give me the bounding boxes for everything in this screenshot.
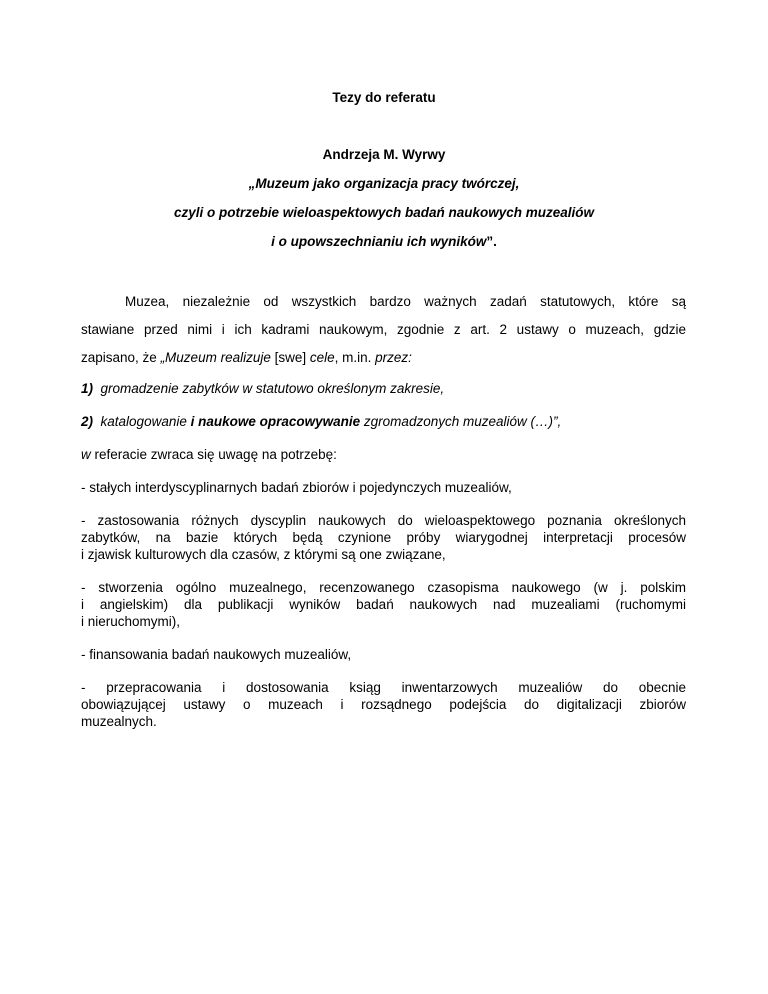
intro-line-3-c: [swe] — [270, 350, 310, 365]
point-2-b: i naukowe opracowywanie — [190, 414, 361, 429]
bullet-2-line-1-text: - zastosowania różnych dyscyplin naukowych do wieloaspektowego poznania określonych — [81, 513, 686, 528]
point-2-a: katalogowanie — [100, 414, 191, 429]
topic-line-3-end: ”. — [486, 234, 497, 249]
bullet-2-line-1 — [81, 513, 686, 529]
intro-line-3-a: zapisano, że — [81, 350, 161, 365]
intro-line-3-b: „Muzeum realizuje — [160, 350, 271, 365]
bullet-3-line-1-text: - stworzenia ogólno muzealnego, recenzowanego czasopisma naukowego (w j. polskim — [81, 580, 686, 595]
intro-line-3-f: przez: — [375, 350, 412, 365]
bullet-5-line-1 — [81, 680, 686, 696]
lead-sentence — [81, 447, 337, 462]
bullet-1: - stałych interdyscyplinarnych badań zbiorów i pojedynczych muzealiów, — [81, 480, 512, 495]
lead-rest: referacie zwraca się uwagę na potrzebę: — [90, 447, 337, 462]
bullet-2-line-3: i zjawisk kulturowych dla czasów, z którymi są one związane, — [81, 547, 446, 562]
bullet-5-line-2-text: obowiązującej ustawy o muzeach i rozsądnego podejścia do digitalizacji zbiorów — [81, 697, 686, 712]
intro-line-3-e: , m.in. — [334, 350, 376, 365]
point-1-number: 1) — [81, 381, 94, 396]
intro-line-1 — [125, 294, 686, 310]
point-2 — [81, 414, 561, 429]
author-name: Andrzeja M. Wyrwy — [322, 147, 446, 162]
bullet-3-line-2-text: i angielskim) dla publikacji wyników badań naukowych nad muzealiami (ruchomymi — [81, 597, 686, 612]
topic-line-3 — [0, 234, 768, 249]
topic-line-1: „Muzeum jako organizacja pracy twórczej, — [248, 176, 520, 191]
point-1 — [81, 381, 444, 396]
bullet-5-line-3: muzealnych. — [81, 714, 157, 729]
intro-line-1-text: Muzea, niezależnie od wszystkich bardzo ważnych zadań statutowych, które są — [125, 294, 686, 309]
intro-line-2 — [81, 322, 686, 338]
intro-line-3-d: cele — [309, 350, 335, 365]
bullet-3-line-1 — [81, 580, 686, 596]
bullet-3-line-2 — [81, 597, 686, 613]
point-2-number: 2) — [81, 414, 94, 429]
bullet-4: - finansowania badań naukowych muzealiów, — [81, 647, 352, 662]
intro-line-2-text: stawiane przed nimi i ich kadrami naukowym, zgodnie z art. 2 ustawy o muzeach, gdzie — [81, 322, 686, 337]
bullet-5-line-2 — [81, 697, 686, 713]
topic-line-2: czyli o potrzebie wieloaspektowych badań naukowych muzealiów — [173, 205, 595, 220]
topic-line-3-text: i o upowszechnianiu ich wyników — [271, 234, 487, 249]
intro-line-3 — [81, 350, 412, 365]
bullet-2-line-2-text: zabytków, na bazie których będą czynione próby wiarygodnej interpretacji procesów — [81, 530, 686, 545]
bullet-2-line-2 — [81, 530, 686, 546]
point-2-c: zgromadzonych muzealiów (…)”, — [360, 414, 562, 429]
document-title: Tezy do referatu — [332, 90, 436, 105]
lead-w: w — [81, 447, 91, 462]
bullet-3-line-3: i nieruchomymi), — [81, 614, 181, 629]
point-1-text: gromadzenie zabytków w statutowo określonym zakresie, — [100, 381, 445, 396]
bullet-5-line-1-text: - przepracowania i dostosowania ksiąg inwentarzowych muzealiów do obecnie — [81, 680, 686, 695]
